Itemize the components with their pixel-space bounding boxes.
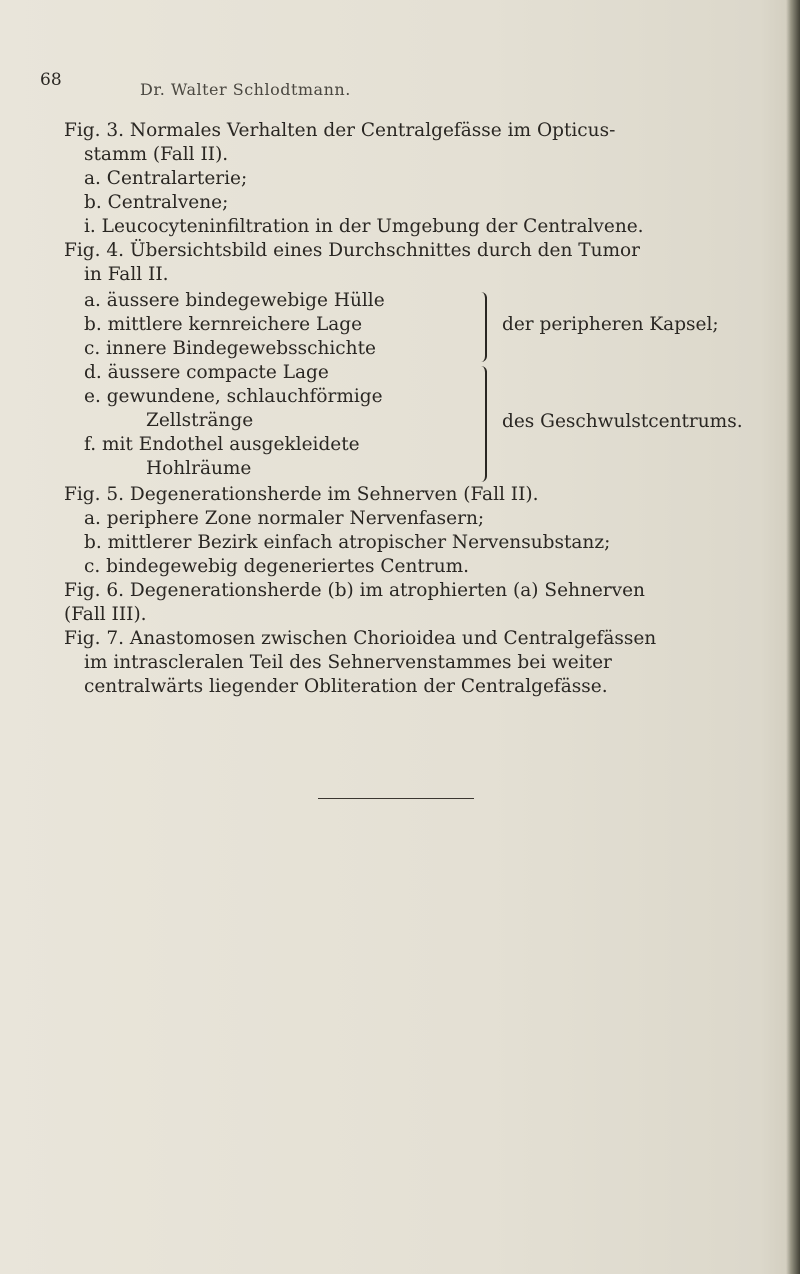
fig4-caption-line1: Fig. 4. Übersichtsbild eines Durchschnittes durch den Tumor	[64, 240, 641, 261]
page-edge-shadow	[786, 0, 800, 1274]
running-head: Dr. Walter Schlodtmann.	[140, 80, 351, 99]
fig6-caption-line2: (Fall III).	[64, 604, 147, 625]
fig3-caption-line2: stamm (Fall II).	[84, 144, 229, 165]
brace-kapsel-label: der peripheren Kapsel;	[502, 314, 719, 335]
fig4-item-b: b. mittlere kernreichere Lage	[84, 314, 363, 335]
page-number: 68	[40, 70, 62, 90]
fig5-caption-line1: Fig. 5. Degenerationsherde im Sehnerven (Fall II).	[64, 484, 539, 505]
fig5-item-a: a. periphere Zone normaler Nervenfasern;	[84, 508, 485, 529]
closing-rule	[318, 798, 474, 799]
brace-kapsel	[480, 292, 487, 362]
fig4-item-d: d. äussere compacte Lage	[84, 362, 329, 383]
fig4-item-f-line2: Hohlräume	[146, 458, 252, 479]
fig3-item-b: b. Centralvene;	[84, 192, 229, 213]
brace-centrum-label: des Geschwulstcentrums.	[502, 411, 743, 432]
fig4-item-c: c. innere Bindegewebsschichte	[84, 338, 376, 359]
fig3-item-i: i. Leucocyteninfiltration in der Umgebung der Centralvene.	[84, 216, 644, 237]
brace-centrum	[480, 366, 487, 482]
fig4-item-a: a. äussere bindegewebige Hülle	[84, 290, 385, 311]
fig7-caption-line2: im intrascleralen Teil des Sehnervenstammes bei weiter	[84, 652, 612, 673]
fig5-item-b: b. mittlerer Bezirk einfach atropischer Nervensubstanz;	[84, 532, 611, 553]
fig4-item-f-line1: f. mit Endothel ausgekleidete	[84, 434, 360, 455]
fig4-caption-line2: in Fall II.	[84, 264, 169, 285]
fig6-caption-line1: Fig. 6. Degenerationsherde (b) im atrophierten (a) Sehnerven	[64, 580, 645, 601]
fig7-caption-line1: Fig. 7. Anastomosen zwischen Chorioidea und Centralgefässen	[64, 628, 657, 649]
fig5-item-c: c. bindegewebig degeneriertes Centrum.	[84, 556, 470, 577]
fig4-item-e-line2: Zellstränge	[146, 410, 254, 431]
fig7-caption-line3: centralwärts liegender Obliteration der Centralgefässe.	[84, 676, 608, 697]
fig3-caption-line1: Fig. 3. Normales Verhalten der Centralgefässe im Opticus-	[64, 120, 616, 141]
fig4-item-e-line1: e. gewundene, schlauchförmige	[84, 386, 383, 407]
fig3-item-a: a. Centralarterie;	[84, 168, 248, 189]
